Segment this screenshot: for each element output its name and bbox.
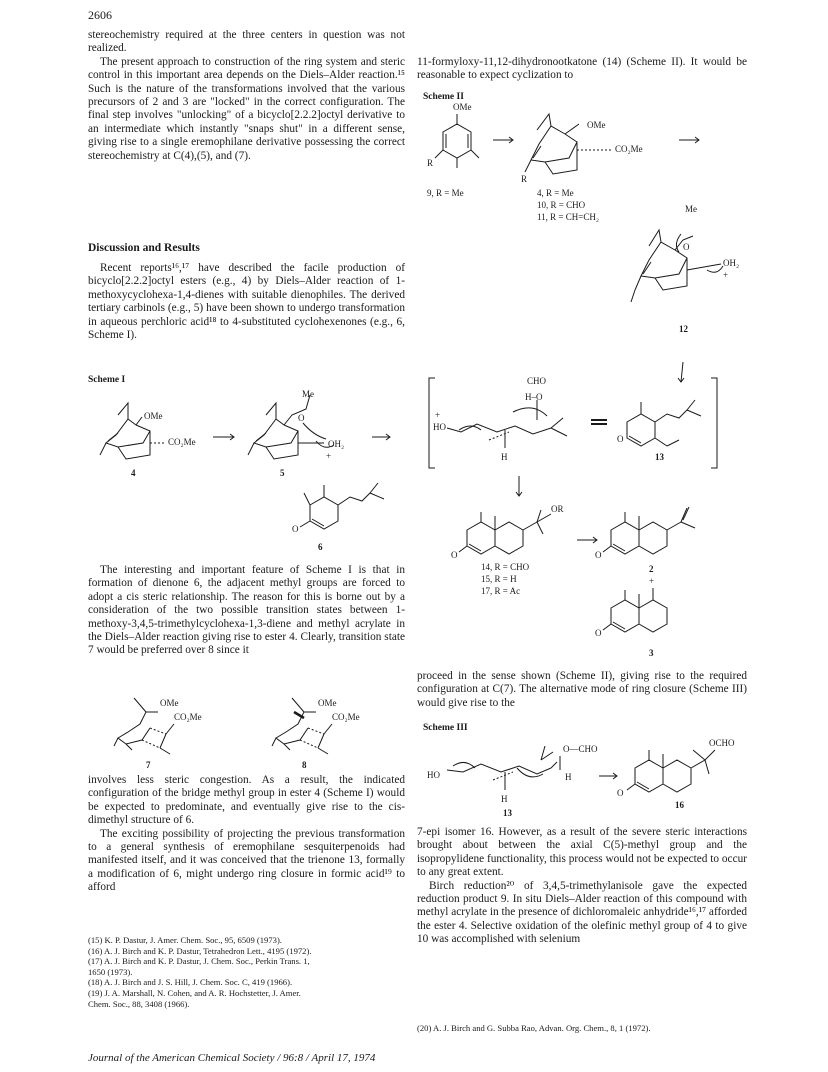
left-para-4-block [88,564,405,658]
s2-plus-mid: + [649,576,655,586]
s3-h-top: H [565,772,572,782]
compound-16-number: 16 [675,800,684,810]
s2-cap-14: 14, R = CHO [481,562,530,572]
s3-ocho: O—CHO [563,744,598,754]
left-para-3: Recent reports¹⁶,¹⁷ have described the facile production of bicyclo[2.2.2]octyl esters (e.g., 4) by Diels–Alder reaction of 1-methoxycyclohexa-1,4-dienes with suitable dienophiles. The derived tertiary carbinols (e.g., 5) have been shown to undergo transformation in aqueous perchloric acid¹⁸ to 4-substituted cyclohexenones (e.g., 6, Scheme I). [88,262,405,342]
compound-8-number: 8 [302,760,307,770]
journal-footer: Journal of the American Chemical Society / 96:8 / April 17, 1974 [88,1052,376,1064]
ts7-ome: OMe [160,698,179,708]
compound-4-number: 4 [131,468,136,478]
s1-plus-label: + [326,451,332,461]
ts8-co2me: CO₂Me [332,712,360,722]
s2-o-14: O [451,550,458,560]
s2-plus-13: + [435,410,441,420]
s2-cap-11: 11, R = CH=CH₂ [537,212,599,222]
scheme-2-label: Scheme II [423,92,464,102]
ts7-co2me: CO₂Me [174,712,202,722]
s2-ome-9: OMe [453,102,472,112]
s2-r-9: R [427,158,434,168]
page-number: 2606 [88,8,112,22]
footnote-15: (15) K. P. Dastur, J. Amer. Chem. Soc., 95, 6509 (1973). [88,935,282,945]
left-para-3-block [88,262,405,342]
transition-states-figure [88,692,405,770]
left-column-top [88,29,405,163]
footnote-16: (16) A. J. Birch and K. P. Dastur, Tetrahedron Lett., 4195 (1972). [88,945,312,956]
s1-me-label: Me [302,389,314,399]
s3-ocho-16: OCHO [709,738,735,748]
compound-5-number: 5 [280,468,285,478]
s1-co2me-label: CO₂Me [168,437,196,447]
scheme-1-figure [88,385,405,555]
right-para-2: proceed in the sense shown (Scheme II), giving rise to the required configuration at C(7). The alternative mode of ring closure (Scheme III) would give rise to the [417,670,747,709]
compound-12-number: 12 [679,324,688,334]
left-para-6: The exciting possibility of projecting the previous transformation to a general synthesis of eremophilane sesquiterpenoids had manifested itself, and it was conceived that the trienone 13, formally a modification of 6, might undergo ring closure in formic acid¹⁹ to afford [88,827,405,894]
s3-compound-13-number: 13 [503,808,512,818]
s2-o-2: O [595,550,602,560]
s1-o-label: O [298,413,305,423]
s2-co2me-4: CO₂Me [615,144,643,154]
right-para-1-block [417,56,747,83]
s2-cap-4: 4, R = Me [537,188,574,198]
s2-cap-15: 15, R = H [481,574,517,584]
left-para-4: The interesting and important feature of Scheme I is that in formation of dienone 6, the adjacent methyl groups are forced to adopt a cis steric relationship. The reason for this is borne out by a consideration of the two possible transition states between 1-methoxy-3,4,5-trimethylcyclohexa-1,3-diene and methyl acrylate in the Diels–Alder reaction giving rise to ester 4. Clearly, transition state 7 would be preferred over 8 since it [88,564,405,657]
scheme-2-figure [417,100,747,660]
s2-cap-10: 10, R = CHO [537,200,586,210]
s2-o-3: O [595,628,602,638]
footnotes-left [88,935,405,1009]
footnote-17-cont: 1650 (1973). [88,966,133,977]
s2-or-14: OR [551,504,564,514]
s1-ome-label: OMe [144,411,163,421]
compound-6-number: 6 [318,542,323,552]
s3-o-16: O [617,788,624,798]
right-para-2-block [417,670,747,710]
s2-o-13: O [617,434,624,444]
section-heading: Discussion and Results [88,242,200,254]
left-para-5: involves less steric congestion. As a result, the indicated configuration of the bridge methyl group in ester 4 (Scheme I) would be expected to predominate, and eventually give rise to the cis-dimethyl structure of 6. [88,774,405,827]
right-para-1: 11-formyloxy-11,12-dihydronootkatone (14) (Scheme II). It would be reasonable to expect cyclization to [417,56,747,82]
s2-ho-13: H–O [525,392,543,402]
s2-r-4: R [521,174,528,184]
s2-h-13: H [501,452,508,462]
right-para-4: Birch reduction²⁰ of 3,4,5-trimethylanisole gave the expected reduction product 9. In situ Diels–Alder reaction of this compound with methyl acrylate in the presence of dichloromaleic anhydride¹⁶,¹⁷ afforded the ester 4. Selective oxidation of the olefinic methyl group of 4 to give 10 was accomplished with selenium [417,879,747,946]
footnote-17: (17) A. J. Birch and K. P. Dastur, J. Chem. Soc., Perkin Trans. 1, [88,956,310,967]
s1-oh2-label: OH₂ [328,439,345,449]
s2-me-12: Me [685,204,697,214]
s2-hoplus: HO [433,422,446,432]
s2-cap-9: 9, R = Me [427,188,464,198]
scheme-3-label: Scheme III [423,723,468,733]
footnote-19-cont: Chem. Soc., 88, 3408 (1966). [88,998,190,1009]
footnote-19: (19) J. A. Marshall, N. Cohen, and A. R. Hochstetter, J. Amer. [88,987,301,998]
compound-3-number: 3 [649,648,654,658]
right-para-3: 7-epi isomer 16. However, as a result of the severe steric interactions brought about between the axial C(5)-methyl group and the isopropylidene functionality, this process would not be expected to occur to any great extent. [417,826,747,879]
footnote-20: (20) A. J. Birch and G. Subba Rao, Advan. Org. Chem., 8, 1 (1972). [417,1023,651,1033]
footnotes-right [417,1023,747,1034]
s2-plus-12: + [723,270,729,280]
s2-oh2-12: OH₂ [723,258,740,268]
scheme-3-figure [417,732,747,822]
s2-ome-4: OMe [587,120,606,130]
ts8-ome: OMe [318,698,337,708]
left-para-5-block [88,774,405,895]
left-para-1: stereochemistry required at the three centers in question was not realized. [88,29,405,55]
compound-2-number: 2 [649,564,654,574]
s1-ketone-o: O [292,524,299,534]
scheme-1-label: Scheme I [88,375,126,385]
compound-7-number: 7 [146,760,151,770]
s3-h-bottom: H [501,794,508,804]
footnote-18: (18) A. J. Birch and J. S. Hill, J. Chem. Soc. C, 419 (1966). [88,977,293,988]
left-para-2: The present approach to construction of the ring system and steric control in this important area depends on the Diels–Alder reaction.¹⁵ Such is the nature of the transformations involved that the various precursors of 2 and 3 are "locked" in the correct configuration. The final step involves "unlocking" of a bicyclo[2.2.2]octyl derivative to an intermediate which instantly "snaps shut" in a different sense, giving rise to a single eremophilane derivative possessing the correct stereochemistry at C(4),(5), and (7). [88,55,405,162]
right-para-3-block [417,826,747,947]
s2-o-12: O [683,242,690,252]
s2-cho-13: CHO [527,376,547,386]
compound-13-number: 13 [655,452,664,462]
s2-cap-17: 17, R = Ac [481,586,521,596]
s3-ho: HO [427,770,440,780]
